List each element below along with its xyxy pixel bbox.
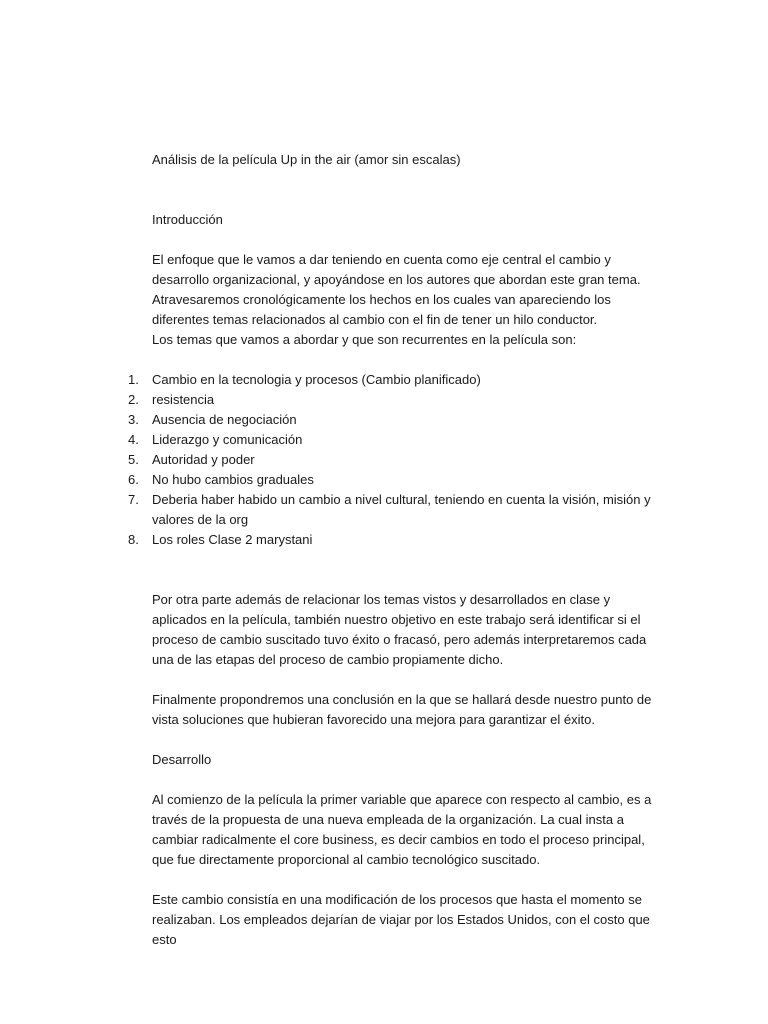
list-item: [128, 530, 662, 550]
list-item-number: 3.: [128, 412, 139, 427]
list-item-number: 2.: [128, 392, 139, 407]
list-item-text: Deberia haber habido un cambio a nivel cultural, teniendo en cuenta la visión, misión y valores de la org: [152, 492, 651, 527]
development-paragraph-1: Al comienzo de la película la primer variable que aparece con respecto al cambio, es a través de la propuesta de una nueva empleada de la organización. La cual insta a cambiar radicalmente el core business, es decir cambios en todo el proceso principal, que fue directamente proporcional al cambio tecnológico suscitado.: [152, 792, 652, 867]
list-item: [128, 370, 662, 390]
list-item: [128, 390, 662, 410]
list-item-number: 6.: [128, 472, 139, 487]
list-item-number: 8.: [128, 532, 139, 547]
intro-paragraph: El enfoque que le vamos a dar teniendo en cuenta como eje central el cambio y desarrollo organizacional, y apoyándose en los autores que abordan este gran tema. Atravesaremos cronológicamente los hechos en los cuales van apareciendo los diferentes temas relacionados al cambio con el fin de tener un hilo conductor.: [152, 252, 641, 327]
list-item-number: 7.: [128, 492, 139, 507]
list-item: [128, 410, 662, 430]
conclusion-paragraph: Finalmente propondremos una conclusión en la que se hallará desde nuestro punto de vista soluciones que hubieran favorecido una mejora para garantizar el éxito.: [152, 692, 652, 727]
list-item: [128, 470, 662, 490]
document-title: Análisis de la película Up in the air (amor sin escalas): [152, 152, 461, 167]
list-item-text: Ausencia de negociación: [152, 412, 297, 427]
list-item-text: Autoridad y poder: [152, 452, 255, 467]
topics-list: [128, 370, 662, 550]
document-body: [128, 150, 662, 950]
objectives-paragraph: Por otra parte además de relacionar los temas vistos y desarrollados en clase y aplicados en la película, también nuestro objetivo en este trabajo será identificar si el proceso de cambio suscitado tuvo éxito o fracasó, pero además interpretaremos cada una de las etapas del proceso de cambio propiamente dicho.: [152, 592, 647, 667]
list-item-text: No hubo cambios graduales: [152, 472, 314, 487]
list-item: [128, 430, 662, 450]
development-heading: Desarrollo: [152, 752, 212, 767]
list-item-number: 1.: [128, 372, 139, 387]
list-item-text: Cambio en la tecnologia y procesos (Cambio planificado): [152, 372, 481, 387]
development-paragraph-2: Este cambio consistía en una modificación de los procesos que hasta el momento se realizaban. Los empleados dejarían de viajar por los Estados Unidos, con el costo que esto: [152, 892, 650, 947]
list-item: [128, 450, 662, 470]
list-item-text: Liderazgo y comunicación: [152, 432, 303, 447]
list-item-text: Los roles Clase 2 marystani: [152, 532, 313, 547]
list-item-text: resistencia: [152, 392, 215, 407]
list-item-number: 5.: [128, 452, 139, 467]
list-item-number: 4.: [128, 432, 139, 447]
list-item: [128, 490, 662, 530]
intro-heading: Introducción: [152, 212, 223, 227]
topics-intro-paragraph: Los temas que vamos a abordar y que son recurrentes en la película son:: [152, 332, 577, 347]
